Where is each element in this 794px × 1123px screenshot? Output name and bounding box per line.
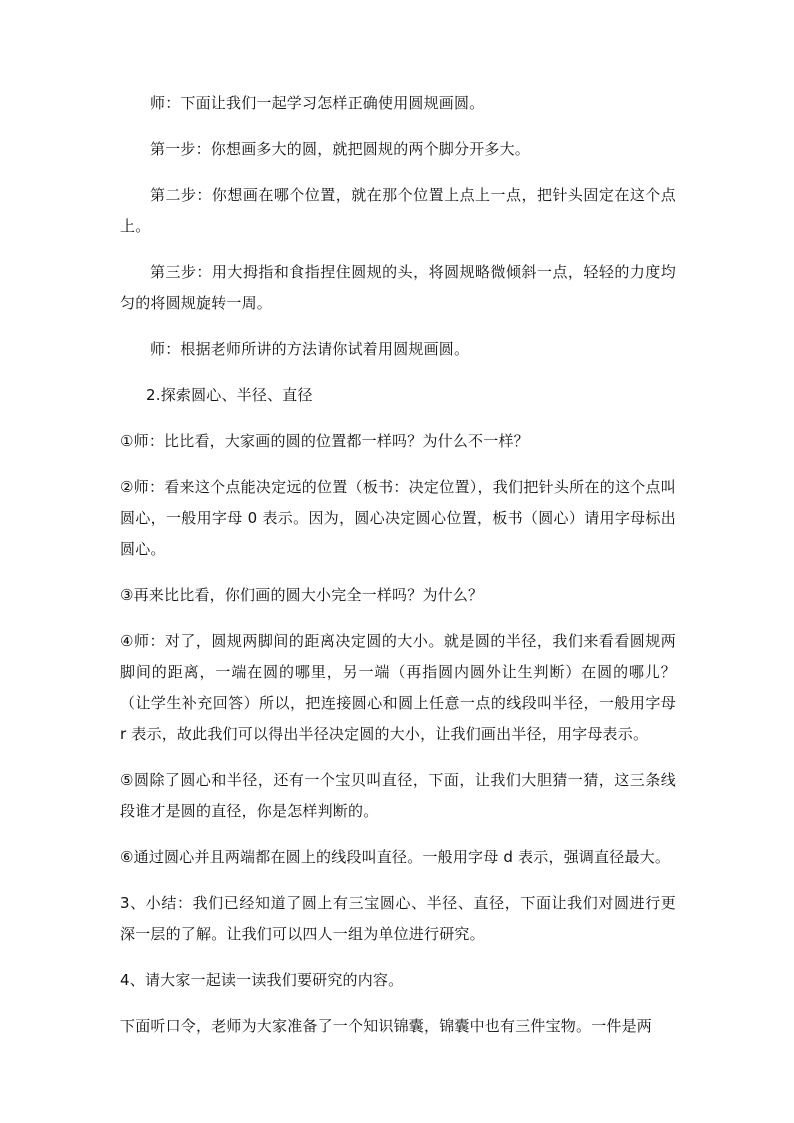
paragraph-practice: 师：根据老师所讲的方法请你试着用圆规画圆。 [150,340,470,358]
paragraph-step-2: 第二步：你想画在哪个位置，就在那个位置上点上一点，把针头固定在这个点上。 [120,186,676,235]
paragraph-item-6: ⑥通过圆心并且两端都在圆上的线段叫直径。一般用字母 d 表示，强调直径最大。 [120,848,671,866]
paragraph-item-2: ②师：看来这个点能决定远的位置（板书：决定位置），我们把针头所在的这个点叫圆心，一般用字母 0 表示。因为，圆心决定圆心位置，板书（圆心）请用字母标出圆心。 [120,478,676,558]
paragraph-item-3: ③再来比比看，你们画的圆大小完全一样吗？为什么？ [120,586,484,604]
paragraph-step-1: 第一步：你想画多大的圆，就把圆规的两个脚分开多大。 [150,140,531,158]
section-heading-explore: 2.探索圆心、半径、直径 [146,386,313,404]
paragraph-item-5: ⑤圆除了圆心和半径，还有一个宝贝叫直径，下面，让我们大胆猜一猜，这三条线段谁才是圆的直径，你是怎样判断的。 [120,771,676,820]
document-page [120,88,676,1057]
paragraph-reading: 4、请大家一起读一读我们要研究的内容。 [120,971,404,989]
paragraph-item-1: ①师：比比看，大家画的圆的位置都一样吗？为什么不一样？ [120,432,529,450]
paragraph-item-4: ④师：对了，圆规两脚间的距离决定圆的大小。就是圆的半径，我们来看看圆规两脚间的距离，一端在圆的哪里，另一端（再指圆内圆外让生判断）在圆的哪儿？（让学生补充回答）所以，把连接圆心和圆上任意一点的线段叫半径，一般用字母 r 表示，故此我们可以得出半径决定圆的大小，让我们画出半径，用字母表示。 [120,632,676,743]
paragraph-instruction: 下面听口令，老师为大家准备了一个知识锦囊，锦囊中也有三件宝物。一件是两 [120,1017,653,1035]
paragraph-step-3: 第三步：用大拇指和食指捏住圆规的头，将圆规略微倾斜一点，轻轻的力度均匀的将圆规旋转一周。 [120,263,676,312]
paragraph-intro: 师：下面让我们一起学习怎样正确使用圆规画圆。 [150,94,485,112]
paragraph-summary: 3、小结：我们已经知道了圆上有三宝圆心、半径、直径，下面让我们对圆进行更深一层的了解。让我们可以四人一组为单位进行研究。 [120,894,676,943]
